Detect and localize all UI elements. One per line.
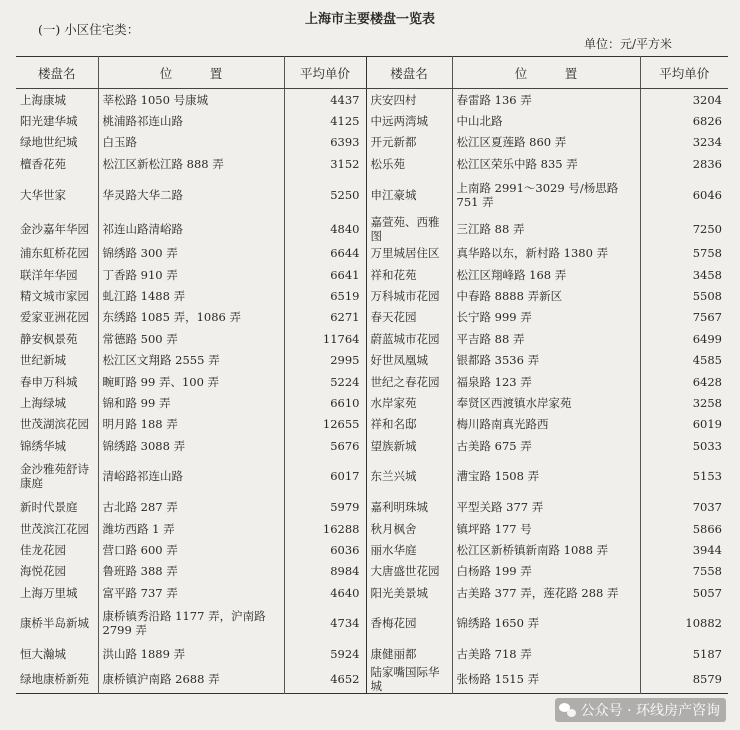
- property-name: 蔚蓝城市花园: [366, 328, 452, 349]
- property-price: 6826: [692, 114, 722, 129]
- property-price: 5224: [284, 371, 366, 392]
- property-name: 东兰兴城: [366, 456, 452, 496]
- property-price: 5187: [692, 647, 722, 662]
- property-location: 中春路 8888 弄新区: [452, 285, 640, 306]
- property-price: 2836: [692, 156, 722, 171]
- property-price: 5153: [692, 469, 722, 484]
- property-name: 上海绿城: [16, 392, 98, 413]
- header-price: 平均单价: [640, 57, 728, 89]
- property-name: 海悦花园: [16, 561, 98, 582]
- property-price: 6036: [284, 539, 366, 560]
- property-name: 陆家嘴国际华城: [366, 665, 452, 694]
- property-name: 春天花园: [366, 307, 452, 328]
- property-name: 世茂滨江花园: [16, 518, 98, 539]
- property-name: 康健丽都: [366, 643, 452, 664]
- property-location: 梅川路南真光路西: [452, 414, 640, 435]
- header-price: 平均单价: [284, 57, 366, 89]
- header-location: 位 置: [452, 57, 640, 89]
- property-name: 爱家亚洲花园: [16, 307, 98, 328]
- table-row: [16, 264, 728, 285]
- property-location: 长宁路 999 弄: [452, 307, 640, 328]
- property-location: 康桥镇沪南路 2688 弄: [98, 665, 284, 694]
- property-price: 6610: [284, 392, 366, 413]
- property-location: 桃浦路祁连山路: [98, 110, 284, 131]
- property-name: 祥和花苑: [366, 264, 452, 285]
- property-name: 金沙嘉年华园: [16, 215, 98, 243]
- property-location: 三江路 88 弄: [452, 215, 640, 243]
- property-location: 松江区翔峰路 168 弄: [452, 264, 640, 285]
- property-name: 金沙雅苑舒诗康庭: [16, 456, 98, 496]
- property-price: 4734: [284, 603, 366, 643]
- watermark-text: 公众号 · 环线房产咨询: [580, 703, 720, 719]
- property-name: 锦绣华城: [16, 435, 98, 456]
- property-name: 万里城居住区: [366, 243, 452, 264]
- property-price: 5924: [284, 643, 366, 664]
- property-price: 6271: [284, 307, 366, 328]
- property-name: 上海万里城: [16, 582, 98, 603]
- property-name: 新时代景庭: [16, 496, 98, 517]
- property-location: 平型关路 377 弄: [452, 496, 640, 517]
- property-price: 5866: [692, 521, 722, 536]
- property-name: 绿地世纪城: [16, 132, 98, 153]
- property-price: 10882: [685, 616, 722, 631]
- property-location: 漕宝路 1508 弄: [452, 456, 640, 496]
- property-price: 7567: [692, 310, 722, 325]
- property-name: 大唐盛世花园: [366, 561, 452, 582]
- property-price: 6641: [284, 264, 366, 285]
- table-row: [16, 307, 728, 328]
- table-row: [16, 496, 728, 517]
- property-name: 佳龙花园: [16, 539, 98, 560]
- property-price: 3944: [692, 542, 722, 557]
- property-location: 祁连山路清峪路: [98, 215, 284, 243]
- property-price: 7250: [692, 221, 722, 236]
- property-name: 申江豪城: [366, 175, 452, 215]
- property-location: 富平路 737 弄: [98, 582, 284, 603]
- table-row: [16, 285, 728, 306]
- property-location: 松江区文翔路 2555 弄: [98, 350, 284, 371]
- property-location: 福泉路 123 弄: [452, 371, 640, 392]
- property-location: 锦绣路 3088 弄: [98, 435, 284, 456]
- property-location: 松江区新松江路 888 弄: [98, 153, 284, 174]
- table-row: [16, 175, 728, 215]
- property-location: 松江区新桥镇新南路 1088 弄: [452, 539, 640, 560]
- property-location: 华灵路大华二路: [98, 175, 284, 215]
- property-price: 6519: [284, 285, 366, 306]
- property-price: 12655: [284, 414, 366, 435]
- property-name: 开元新都: [366, 132, 452, 153]
- section-title: (一) 小区住宅类：: [38, 22, 140, 37]
- property-price: 6499: [692, 331, 722, 346]
- property-price: 16288: [284, 518, 366, 539]
- property-price: 6019: [692, 417, 722, 432]
- table-row: [16, 371, 728, 392]
- property-location: 平吉路 88 弄: [452, 328, 640, 349]
- table-row: [16, 392, 728, 413]
- property-name: 嘉萱苑、西雅图: [366, 215, 452, 243]
- property-price: 5979: [284, 496, 366, 517]
- wechat-icon: [559, 702, 577, 718]
- property-price: 6017: [284, 456, 366, 496]
- property-location: 鲁班路 388 弄: [98, 561, 284, 582]
- property-location: 畹町路 99 弄、100 弄: [98, 371, 284, 392]
- table-row: [16, 243, 728, 264]
- property-location: 古美路 718 弄: [452, 643, 640, 664]
- header-name: 楼盘名: [16, 57, 98, 89]
- property-name: 阳光建华城: [16, 110, 98, 131]
- property-name: 世茂湖滨花园: [16, 414, 98, 435]
- property-name: 上海康城: [16, 89, 98, 111]
- property-location: 白玉路: [98, 132, 284, 153]
- property-location: 丁香路 910 弄: [98, 264, 284, 285]
- property-name: 祥和名邸: [366, 414, 452, 435]
- property-location: 上南路 2991～3029 号/杨思路 751 弄: [452, 175, 640, 215]
- property-name: 好世凤凰城: [366, 350, 452, 371]
- property-price: 6428: [692, 374, 722, 389]
- property-price: 5508: [692, 289, 722, 304]
- property-price: 3152: [284, 153, 366, 174]
- property-name: 世纪新城: [16, 350, 98, 371]
- property-name: 大华世家: [16, 175, 98, 215]
- property-location: 营口路 600 弄: [98, 539, 284, 560]
- property-name: 丽水华庭: [366, 539, 452, 560]
- table-row: [16, 89, 728, 111]
- property-name: 阳光美景城: [366, 582, 452, 603]
- property-name: 秋月枫舍: [366, 518, 452, 539]
- property-price: 7037: [692, 500, 722, 515]
- property-location: 镇坪路 177 号: [452, 518, 640, 539]
- property-location: 奉贤区西渡镇水岸家苑: [452, 392, 640, 413]
- table-row: [16, 328, 728, 349]
- table-row: [16, 643, 728, 664]
- property-price: 2995: [284, 350, 366, 371]
- property-location: 松江区夏莲路 860 弄: [452, 132, 640, 153]
- property-location: 中山北路: [452, 110, 640, 131]
- property-name: 嘉利明珠城: [366, 496, 452, 517]
- property-location: 莘松路 1050 号康城: [98, 89, 284, 111]
- property-location: 白杨路 199 弄: [452, 561, 640, 582]
- property-name: 联洋年华园: [16, 264, 98, 285]
- property-name: 万科城市花园: [366, 285, 452, 306]
- header-name: 楼盘名: [366, 57, 452, 89]
- watermark: [555, 698, 726, 722]
- property-name: 静安枫景苑: [16, 328, 98, 349]
- property-price: 4652: [284, 665, 366, 694]
- property-price: 7558: [692, 564, 722, 579]
- property-name: 松乐苑: [366, 153, 452, 174]
- property-name: 望族新城: [366, 435, 452, 456]
- table-row: [16, 414, 728, 435]
- table-row: [16, 132, 728, 153]
- property-price: 3258: [692, 395, 722, 410]
- property-location: 古北路 287 弄: [98, 496, 284, 517]
- property-location: 洪山路 1889 弄: [98, 643, 284, 664]
- property-location: 真华路以东，新村路 1380 弄: [452, 243, 640, 264]
- property-price: 5057: [692, 585, 722, 600]
- property-location: 松江区荣乐中路 835 弄: [452, 153, 640, 174]
- property-price: 4585: [692, 353, 722, 368]
- property-table: [16, 56, 728, 694]
- header-row: [16, 57, 728, 89]
- property-price: 5250: [284, 175, 366, 215]
- property-name: 绿地康桥新苑: [16, 665, 98, 694]
- property-location: 银都路 3536 弄: [452, 350, 640, 371]
- property-location: 常德路 500 弄: [98, 328, 284, 349]
- property-price: 4840: [284, 215, 366, 243]
- property-price: 4640: [284, 582, 366, 603]
- property-name: 中远两湾城: [366, 110, 452, 131]
- property-location: 春雷路 136 弄: [452, 89, 640, 111]
- table-row: [16, 435, 728, 456]
- property-price: 4437: [284, 89, 366, 111]
- property-price: 6644: [284, 243, 366, 264]
- property-location: 明月路 188 弄: [98, 414, 284, 435]
- property-name: 精文城市家园: [16, 285, 98, 306]
- table-row: [16, 153, 728, 174]
- property-location: 锦绣路 1650 弄: [452, 603, 640, 643]
- property-name: 浦东虹桥花园: [16, 243, 98, 264]
- property-location: 东绣路 1085 弄，1086 弄: [98, 307, 284, 328]
- unit-label: 单位：元/平方米: [583, 37, 672, 51]
- property-price: 6393: [284, 132, 366, 153]
- property-name: 世纪之春花园: [366, 371, 452, 392]
- property-price: 8579: [692, 671, 722, 686]
- property-name: 檀香花苑: [16, 153, 98, 174]
- property-location: 锦绣路 300 弄: [98, 243, 284, 264]
- property-price: 5033: [692, 438, 722, 453]
- property-price: 3234: [692, 135, 722, 150]
- property-location: 古美路 377 弄，莲花路 288 弄: [452, 582, 640, 603]
- property-location: 康桥镇秀沿路 1177 弄，沪南路 2799 弄: [98, 603, 284, 643]
- property-location: 虬江路 1488 弄: [98, 285, 284, 306]
- page-title: 上海市主要楼盘一览表: [304, 12, 435, 27]
- property-name: 庆安四村: [366, 89, 452, 111]
- header-location: 位 置: [98, 57, 284, 89]
- property-price: 5758: [692, 246, 722, 261]
- property-price: 5676: [284, 435, 366, 456]
- property-name: 康桥半岛新城: [16, 603, 98, 643]
- table-row: [16, 603, 728, 643]
- property-price: 3204: [692, 92, 722, 107]
- property-name: 香梅花园: [366, 603, 452, 643]
- property-price: 11764: [284, 328, 366, 349]
- property-name: 恒大瀚城: [16, 643, 98, 664]
- property-location: 清峪路祁连山路: [98, 456, 284, 496]
- table-row: [16, 518, 728, 539]
- property-location: 锦和路 99 弄: [98, 392, 284, 413]
- table-row: [16, 665, 728, 694]
- property-price: 4125: [284, 110, 366, 131]
- property-location: 潍坊西路 1 弄: [98, 518, 284, 539]
- table-row: [16, 582, 728, 603]
- table-row: [16, 110, 728, 131]
- table-row: [16, 215, 728, 243]
- property-price: 8984: [284, 561, 366, 582]
- table-row: [16, 456, 728, 496]
- property-location: 张杨路 1515 弄: [452, 665, 640, 694]
- table-row: [16, 561, 728, 582]
- property-price: 6046: [692, 187, 722, 202]
- property-name: 水岸家苑: [366, 392, 452, 413]
- table-row: [16, 539, 728, 560]
- property-location: 古美路 675 弄: [452, 435, 640, 456]
- property-price: 3458: [692, 267, 722, 282]
- table-row: [16, 350, 728, 371]
- property-name: 春申万科城: [16, 371, 98, 392]
